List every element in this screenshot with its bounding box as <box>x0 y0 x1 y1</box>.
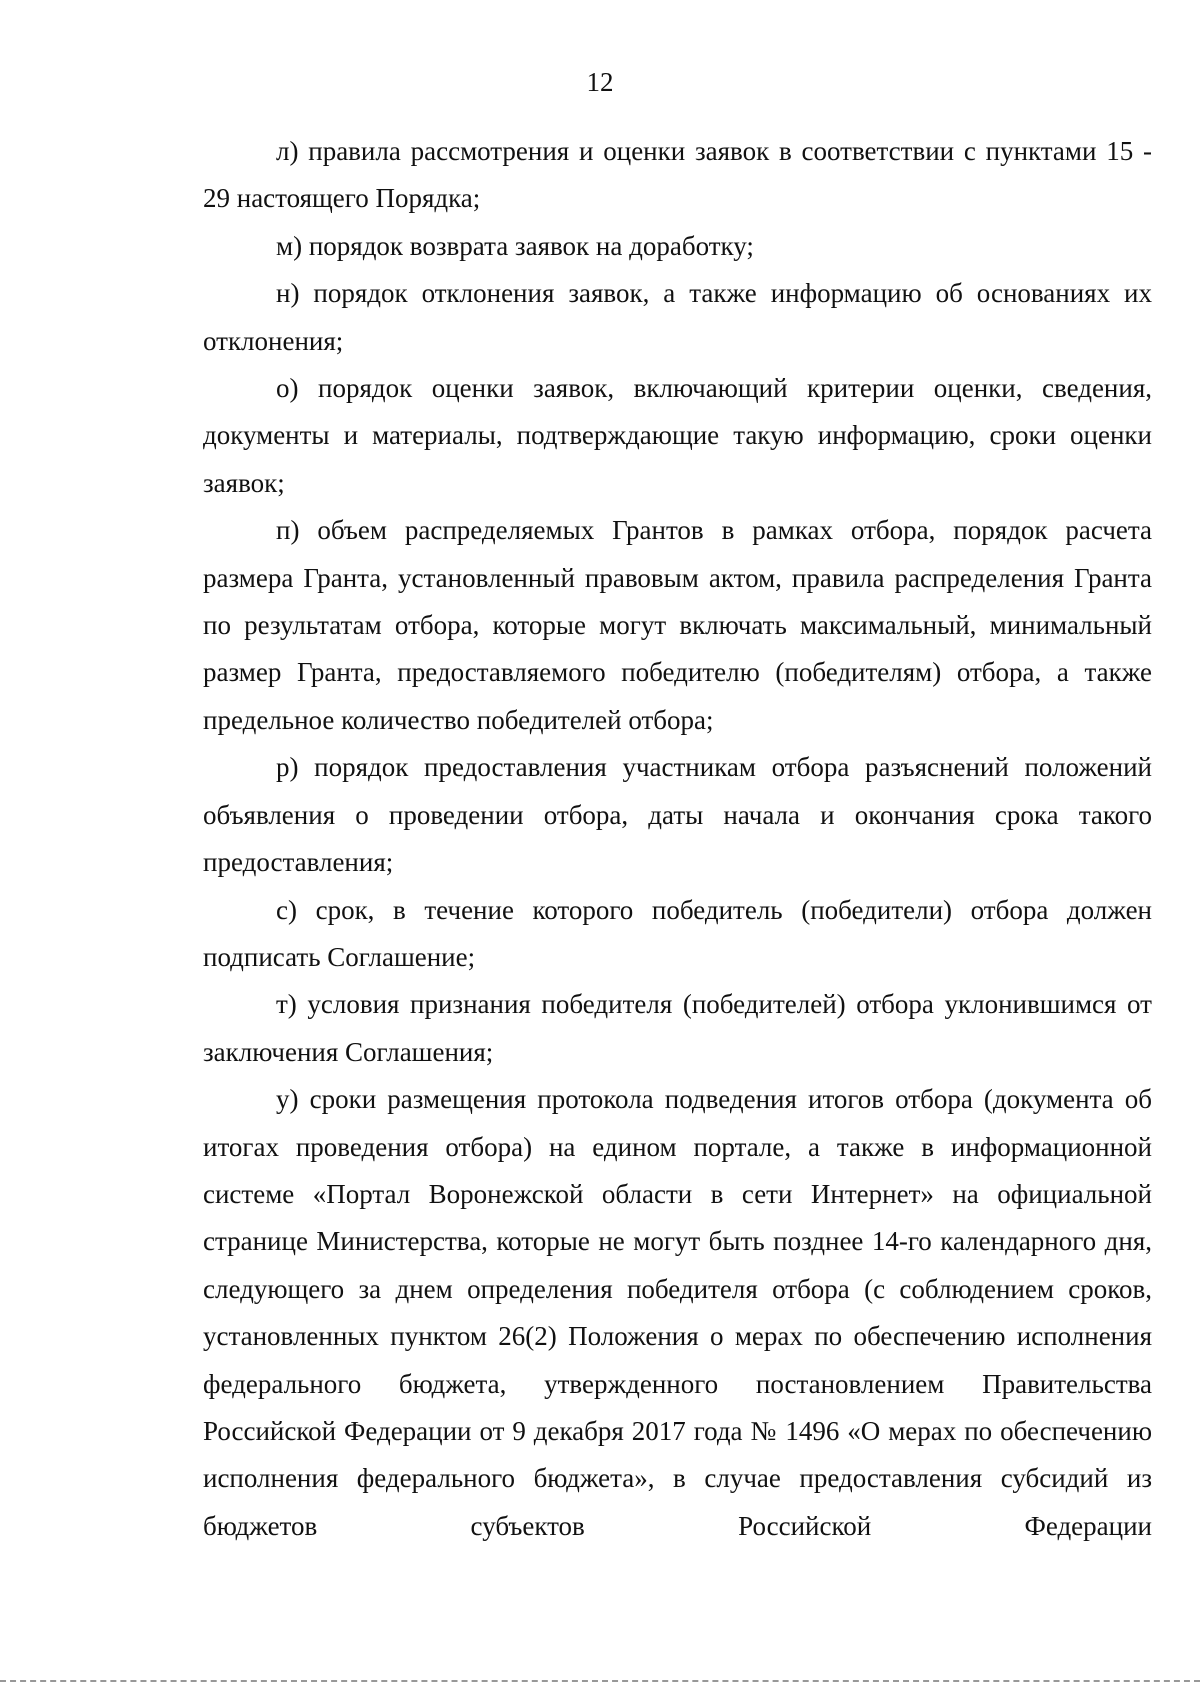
paragraph-p: п) объем распределяемых Грантов в рамках отбора, порядок расчета размера Гранта, установленный правовым актом, правила распределения Гранта по результатам отбора, которые могут включать максимальный, минимальный размер Гранта, предоставляемого победителю (победителям) отбора, а также предельное количество победителей отбора; <box>203 515 1152 735</box>
document-body <box>203 128 1152 1550</box>
paragraph-l: л) правила рассмотрения и оценки заявок в соответствии с пунктами 15 - 29 настоящего Порядка; <box>203 136 1152 214</box>
paragraph-u: у) сроки размещения протокола подведения итогов отбора (документа об итогах проведения отбора) на едином портале, а также в информационной системе «Портал Воронежской области в сети Интернет» на официальной странице Министерства, которые не могут быть позднее 14-го календарного дня, следующего за днем определения победителя отбора (с соблюдением сроков, установленных пунктом 26(2) Положения о мерах по обеспечению исполнения федерального бюджета, утвержденного постановлением Правительства Российской Федерации от 9 декабря 2017 года № 1496 «О мерах по обеспечению исполнения федерального бюджета», в случае предоставления субсидий из бюджетов субъектов Российской Федерации <box>203 1084 1152 1541</box>
paragraph-n: н) порядок отклонения заявок, а также информацию об основаниях их отклонения; <box>203 278 1152 356</box>
paragraph-r: р) порядок предоставления участникам отбора разъяснений положений объявления о проведении отбора, даты начала и окончания срока такого предоставления; <box>203 752 1152 878</box>
page-number: 12 <box>586 67 614 97</box>
paragraph-t: т) условия признания победителя (победителей) отбора уклонившимся от заключения Соглашения; <box>203 989 1152 1067</box>
paragraph-o: о) порядок оценки заявок, включающий критерии оценки, сведения, документы и материалы, подтверждающие такую информацию, сроки оценки заявок; <box>203 373 1152 498</box>
paragraph-m: м) порядок возврата заявок на доработку; <box>276 230 754 261</box>
paragraph-s: с) срок, в течение которого победитель (победители) отбора должен подписать Соглашение; <box>203 894 1152 972</box>
scan-edge-divider <box>0 1680 1200 1682</box>
